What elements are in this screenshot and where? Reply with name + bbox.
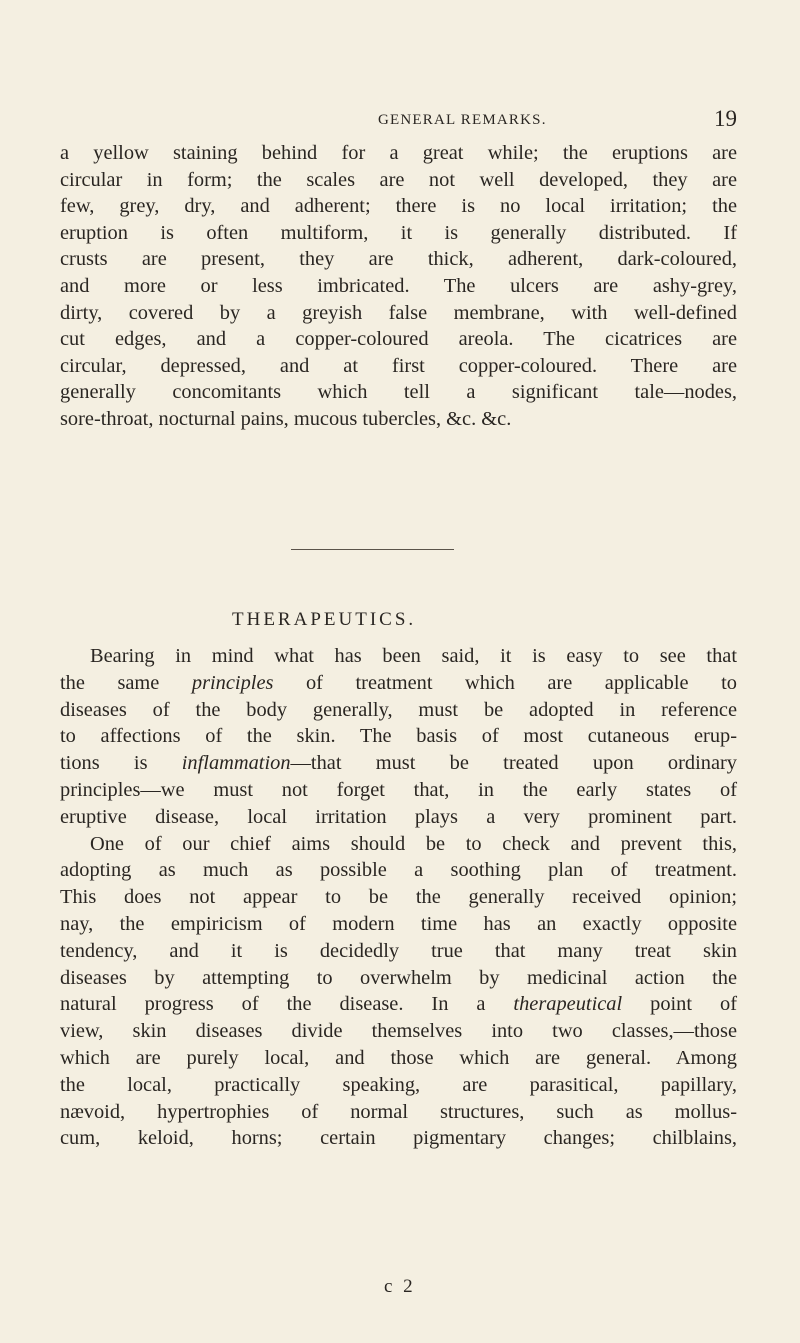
paragraph-therapeutics [60,643,737,1152]
signature-mark: c 2 [384,1276,416,1297]
text-line [60,750,737,777]
text-line: eruptive disease, local irritation plays a very prominent part. [60,805,737,828]
text-line: circular, depressed, and at first copper-coloured. There are [60,354,737,377]
text-run: tions is [60,752,182,775]
page-number: 19 [714,106,737,131]
text-run: natural progress of the disease. In a [60,993,514,1016]
text-line: eruption is often multiform, it is generally distributed. If [60,221,737,244]
text-line: crusts are present, they are thick, adherent, dark-coloured, [60,248,737,271]
text-line: a yellow staining behind for a great while; the eruptions are [60,142,737,164]
paragraph-continued [60,140,737,433]
italic-text: principles [191,671,274,694]
running-title: GENERAL REMARKS. [378,112,547,128]
running-head [60,106,800,136]
text-line: adopting as much as possible a soothing plan of treatment. [60,859,737,882]
text-run: of treatment which are applicable to [273,671,737,694]
text-run: —that must be treated upon ordinary [290,752,737,775]
section-heading: THERAPEUTICS. [232,609,417,630]
text-line: nay, the empiricism of modern time has an exactly opposite [60,912,737,935]
text-run: point of [622,993,737,1016]
italic-text: inflammation [181,752,291,775]
text-run: the same [60,671,192,694]
text-line [60,670,737,697]
text-line: diseases of the body generally, must be adopted in reference [60,698,737,721]
text-line: sore-throat, nocturnal pains, mucous tubercles, &c. &c. [60,407,512,430]
text-line: Bearing in mind what has been said, it is easy to see that [90,645,737,667]
text-line: circular in form; the scales are not well developed, they are [60,168,737,191]
text-line: principles—we must not forget that, in the early states of [60,778,737,801]
text-line: which are purely local, and those which are general. Among [60,1046,737,1069]
section-divider [291,549,454,550]
text-line: few, grey, dry, and adherent; there is no local irritation; the [60,195,737,218]
text-line [60,991,737,1018]
text-line: dirty, covered by a greyish false membrane, with well-defined [60,301,737,324]
text-line: and more or less imbricated. The ulcers are ashy-grey, [60,274,737,297]
text-line: nævoid, hypertrophies of normal structures, such as mollus- [60,1100,737,1123]
text-line: cum, keloid, horns; certain pigmentary changes; chilblains, [60,1127,737,1150]
text-line: diseases by attempting to overwhelm by medicinal action the [60,966,737,989]
text-line: One of our chief aims should be to check and prevent this, [90,832,737,855]
text-line: the local, practically speaking, are parasitical, papillary, [60,1073,737,1096]
text-line: This does not appear to be the generally received opinion; [60,886,737,909]
text-line: cut edges, and a copper-coloured areola. The cicatrices are [60,328,737,351]
text-line: generally concomitants which tell a significant tale—nodes, [60,381,737,404]
text-line: to affections of the skin. The basis of most cutaneous erup- [60,725,737,748]
text-line: tendency, and it is decidedly true that many treat skin [60,939,737,962]
text-line: view, skin diseases divide themselves into two classes,—those [60,1020,737,1043]
italic-text: therapeutical [513,993,623,1016]
